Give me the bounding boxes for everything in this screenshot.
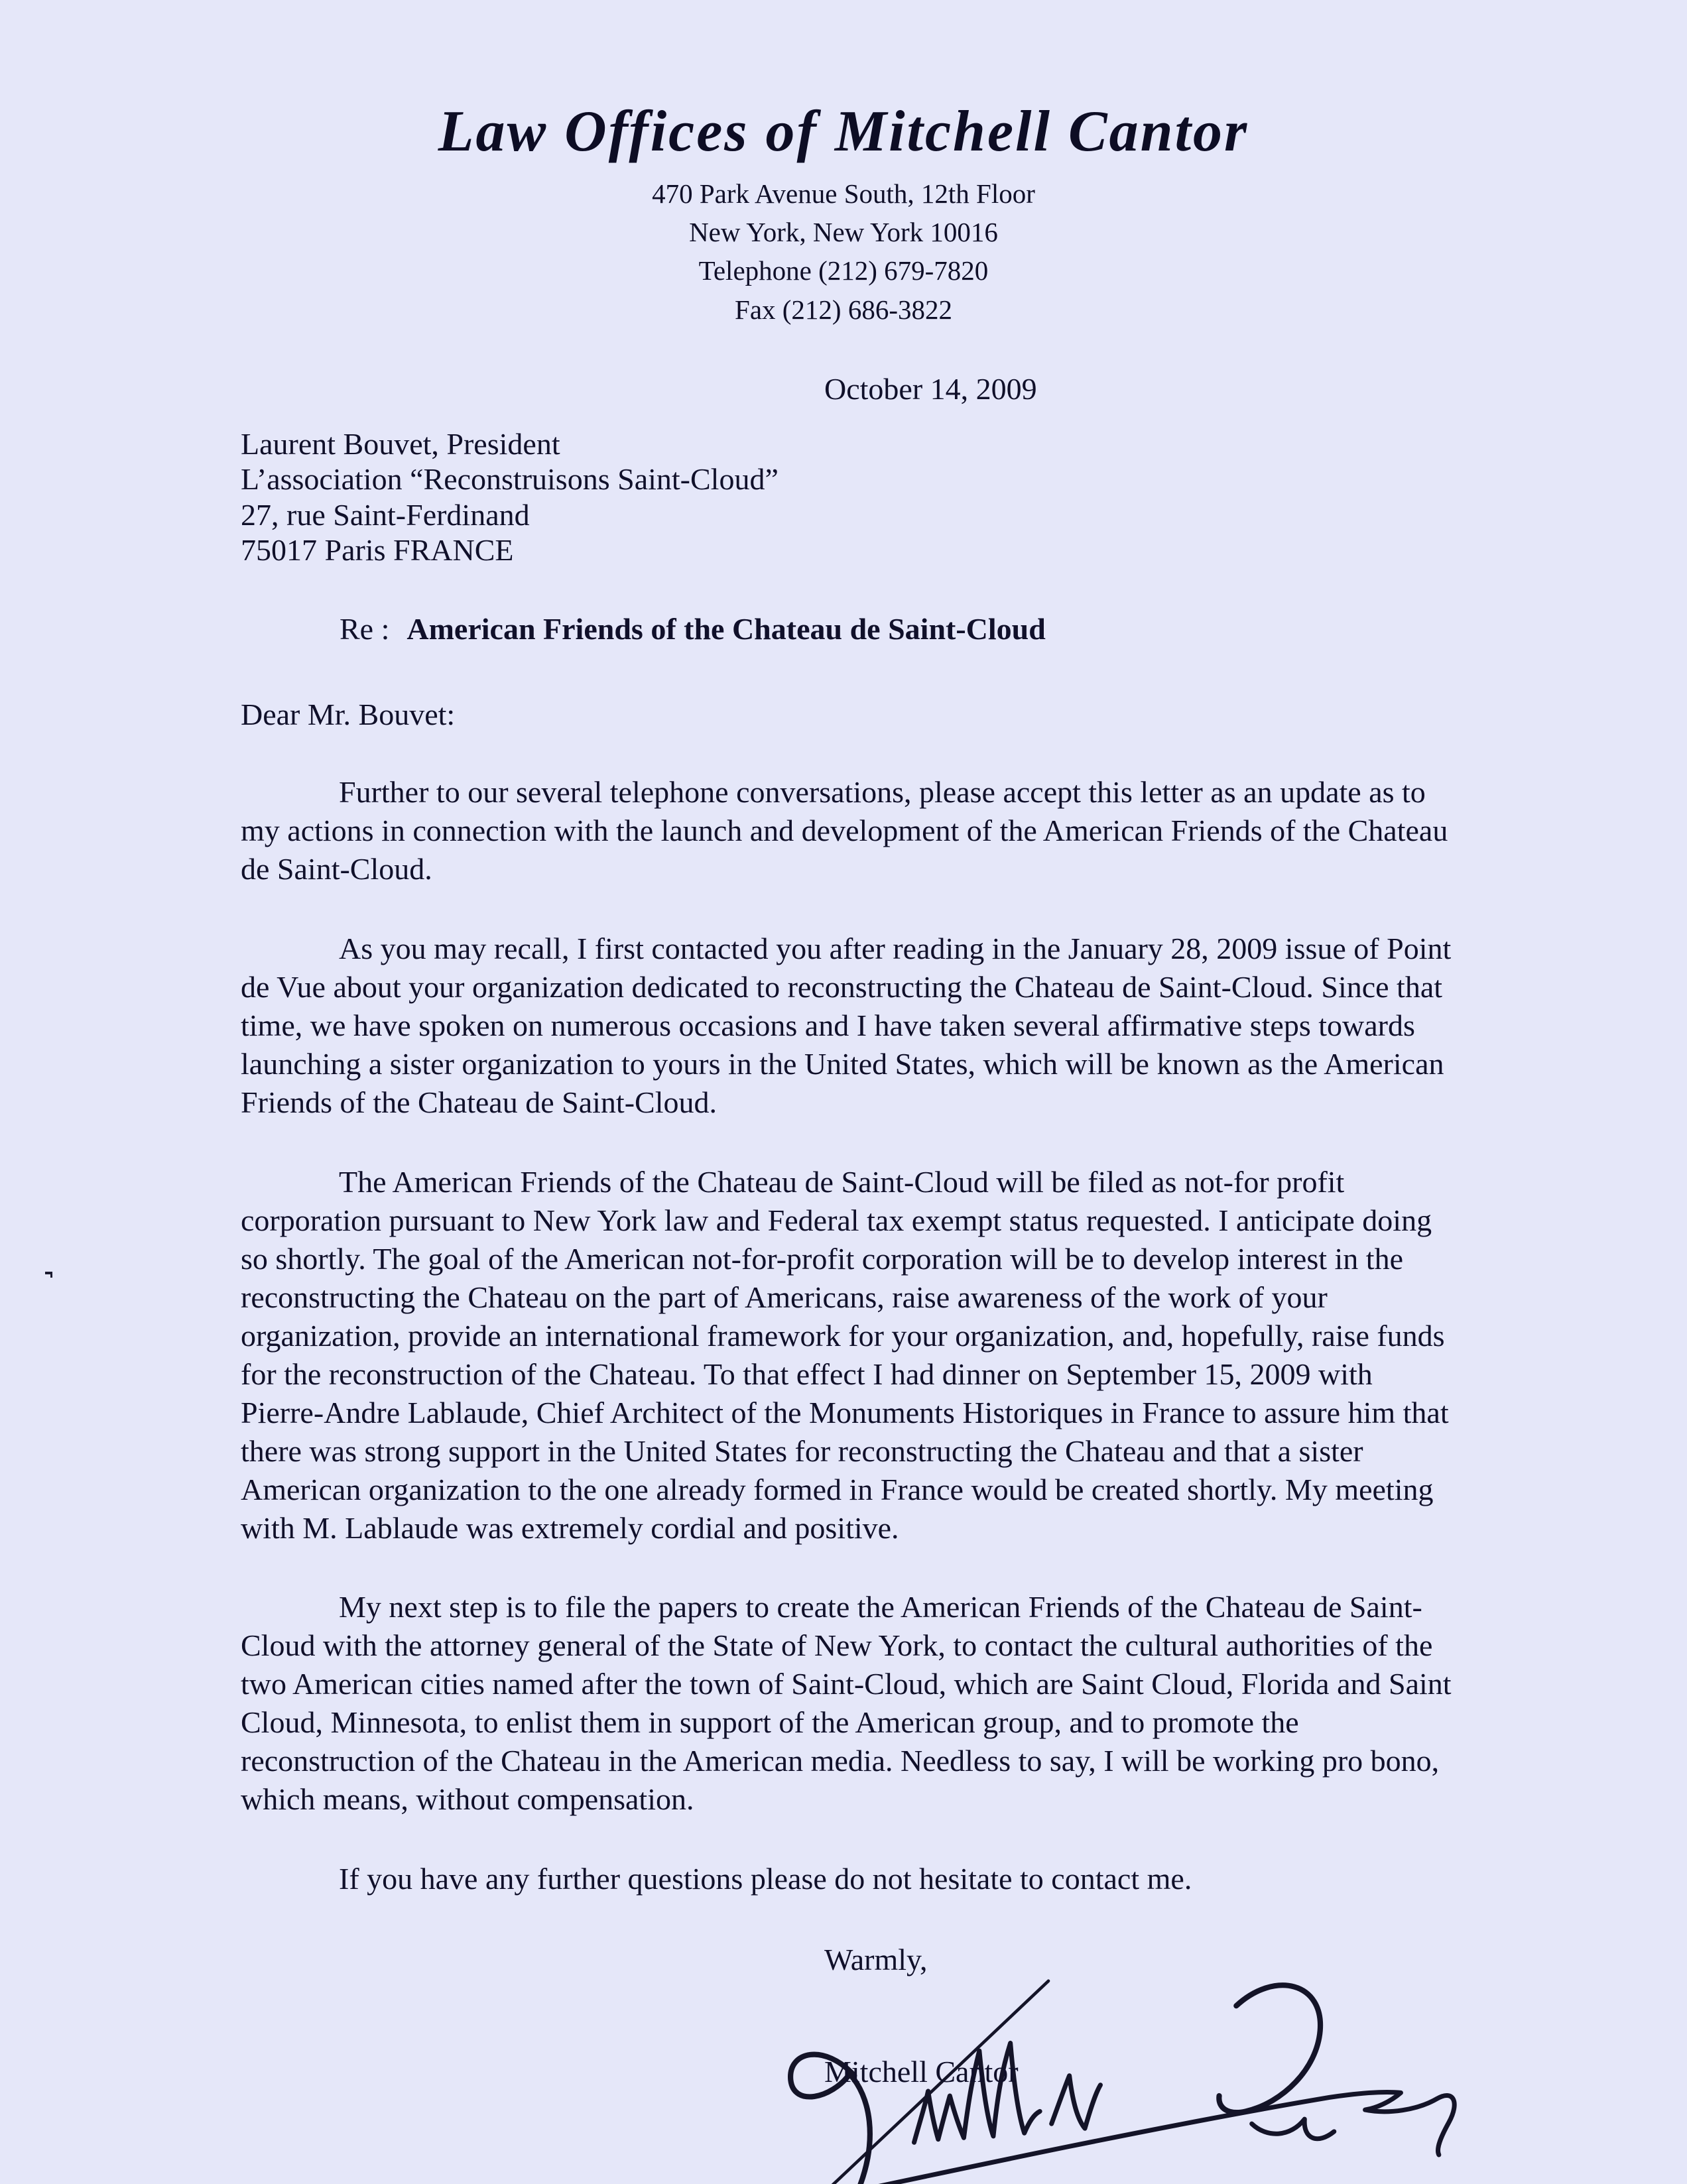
recipient-line: Laurent Bouvet, President bbox=[241, 426, 560, 461]
date-line: October 14, 2009 bbox=[824, 371, 1037, 406]
signer-name: Mitchell Cantor bbox=[824, 2055, 1019, 2089]
body-paragraph: As you may recall, I first contacted you after reading in the January 28, 2009 issue of Point de Vue about your organization dedicated to reconstructing the Chateau de Saint-Cloud. Since that time, we have spoken on numerous occasions and I have taken several affirmative steps towards launching a sister organization to yours in the United States, which will be known as the American Friends of the Chateau de Saint-Cloud. bbox=[241, 932, 1452, 1119]
letterhead bbox=[0, 0, 1687, 329]
recipient-line: L’association “Reconstruisons Saint-Cloud” bbox=[241, 462, 779, 497]
body-paragraph: If you have any further questions please do not hesitate to contact me. bbox=[339, 1862, 1192, 1896]
closing-block bbox=[824, 1942, 1687, 2184]
body-paragraph: The American Friends of the Chateau de Saint-Cloud will be filed as not-for profit corporation pursuant to New York law and Federal tax exempt status requested. I anticipate doing so shortly. The goal of the American not-for-profit corporation will be to develop interest in the reconstructing the Chateau on the part of Americans, raise awareness of the work of your organization, provide an international framework for your organization, and, hopefully, raise funds for the reconstruction of the Chateau. To that effect I had dinner on September 15, 2009 with Pierre-Andre Lablaude, Chief Architect of the Monuments Historiques in France to assure him that there was strong support in the United States for reconstructing the Chateau and that a sister American organization to the one already formed in France would be created shortly. My meeting with M. Lablaude was extremely cordial and positive. bbox=[241, 1164, 1449, 1545]
re-line bbox=[340, 611, 1687, 646]
firm-name: Law Offices of Mitchell Cantor bbox=[438, 99, 1249, 164]
body-paragraph: My next step is to file the papers to create the American Friends of the Chateau de Saint-Cloud with the attorney general of the State of New York, to contact the cultural authorities of the two American cities named after the town of Saint-Cloud, which are Saint Cloud, Florida and Saint Cloud, Minnesota, to enlist them in support of the American group, and to promote the reconstruction of the Chateau in the American media. Needless to say, I will be working pro bono, which means, without compensation. bbox=[241, 1590, 1452, 1817]
recipient-line: 75017 Paris FRANCE bbox=[241, 532, 514, 567]
scan-artifact-mark bbox=[45, 1272, 52, 1274]
letterhead-address-line: New York, New York 10016 bbox=[689, 217, 998, 248]
recipient-line: 27, rue Saint-Ferdinand bbox=[241, 497, 530, 532]
body-paragraph: Further to our several telephone conversations, please accept this letter as an update as to my actions in connection with the launch and development of the American Friends of the Chateau de Saint-Cloud. bbox=[241, 775, 1448, 886]
re-label: Re : bbox=[340, 612, 390, 646]
letterhead-address-line: 470 Park Avenue South, 12th Floor bbox=[652, 178, 1035, 209]
salutation: Dear Mr. Bouvet: bbox=[241, 698, 456, 732]
letter-body bbox=[241, 773, 1458, 1898]
closing-word: Warmly, bbox=[824, 1943, 928, 1977]
letterhead-address-block bbox=[0, 174, 1687, 329]
letterhead-address-line: Telephone (212) 679-7820 bbox=[698, 255, 989, 286]
re-subject: American Friends of the Chateau de Saint-Cloud bbox=[406, 612, 1046, 646]
recipient-block bbox=[241, 426, 1687, 568]
letterhead-address-line: Fax (212) 686-3822 bbox=[735, 294, 952, 325]
